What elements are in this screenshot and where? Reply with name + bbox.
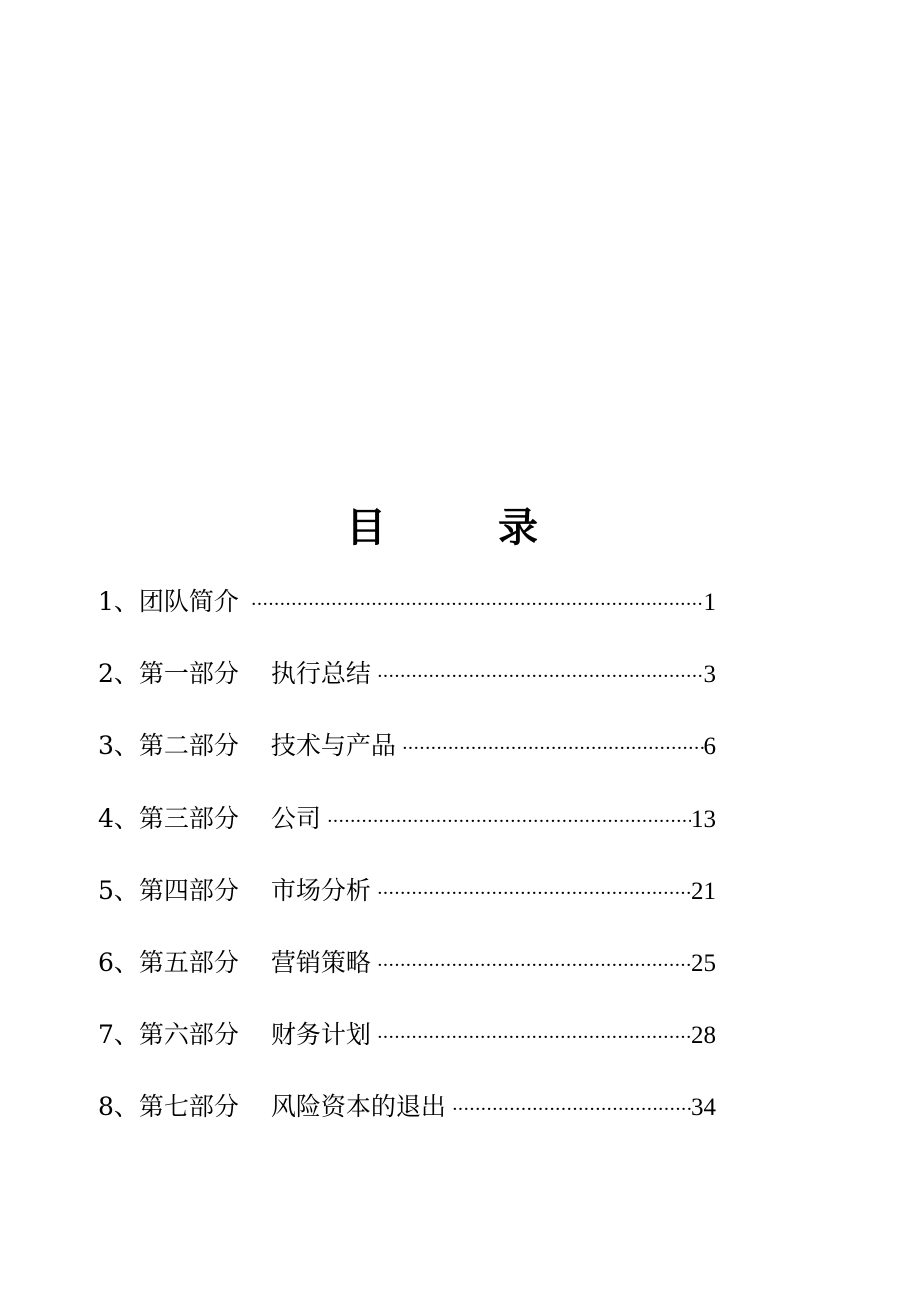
toc-entry-number: 6、 — [98, 947, 139, 977]
toc-entry-page: 21 — [691, 877, 716, 905]
toc-entry[interactable] — [98, 580, 716, 652]
toc-entry-number: 8、 — [98, 1092, 139, 1122]
toc-dot-leader — [452, 1088, 691, 1132]
toc-dot-leader — [327, 800, 691, 844]
toc-entry-section: 风险资本的退出 — [270, 1092, 446, 1122]
toc-entry-part: 第二部分 — [138, 731, 239, 761]
toc-entry-section: 公司 — [270, 803, 321, 833]
toc-entry-page: 6 — [703, 733, 716, 761]
toc-dot-leader — [377, 944, 691, 988]
toc-entry-number: 1、 — [98, 587, 139, 616]
toc-entry-section: 执行总结 — [270, 659, 371, 689]
toc-entry-part: 第五部分 — [138, 947, 239, 977]
toc-entry[interactable] — [98, 1013, 716, 1085]
toc-entry-page: 13 — [691, 805, 716, 833]
toc-entry-number: 4、 — [98, 803, 139, 833]
toc-title: 目 录 — [346, 505, 574, 551]
toc-entry-part: 第一部分 — [138, 659, 239, 689]
toc-entry-number: 5、 — [98, 875, 139, 905]
toc-entry[interactable] — [98, 869, 716, 941]
toc-list — [98, 580, 716, 1158]
toc-entry-part: 第三部分 — [138, 803, 239, 833]
toc-entry-page: 28 — [691, 1022, 716, 1050]
toc-dot-leader — [377, 872, 691, 916]
toc-entry-number: 3、 — [98, 731, 139, 761]
toc-entry-section: 市场分析 — [270, 875, 371, 905]
toc-entry-section: 财务计划 — [270, 1020, 371, 1050]
toc-entry[interactable] — [98, 652, 716, 724]
toc-entry[interactable] — [98, 1085, 716, 1157]
toc-dot-leader — [402, 727, 704, 771]
toc-entry-page: 25 — [691, 949, 716, 977]
toc-entry-page: 34 — [691, 1094, 716, 1122]
toc-entry-part: 第六部分 — [138, 1020, 239, 1050]
toc-entry-section: 技术与产品 — [270, 731, 396, 761]
toc-entry-part: 团队简介 — [138, 587, 239, 616]
toc-dot-leader — [377, 655, 704, 699]
toc-entry-page: 3 — [703, 661, 716, 689]
toc-entry-number: 2、 — [98, 659, 139, 689]
toc-entry[interactable] — [98, 724, 716, 796]
toc-dot-leader — [251, 583, 704, 627]
toc-entry-section: 营销策略 — [270, 947, 371, 977]
toc-entry[interactable] — [98, 797, 716, 869]
toc-entry-number: 7、 — [98, 1020, 139, 1050]
toc-entry-part: 第七部分 — [138, 1092, 239, 1122]
toc-dot-leader — [377, 1016, 691, 1060]
toc-entry-page: 1 — [703, 589, 716, 616]
toc-entry-part: 第四部分 — [138, 875, 239, 905]
toc-entry[interactable] — [98, 941, 716, 1013]
